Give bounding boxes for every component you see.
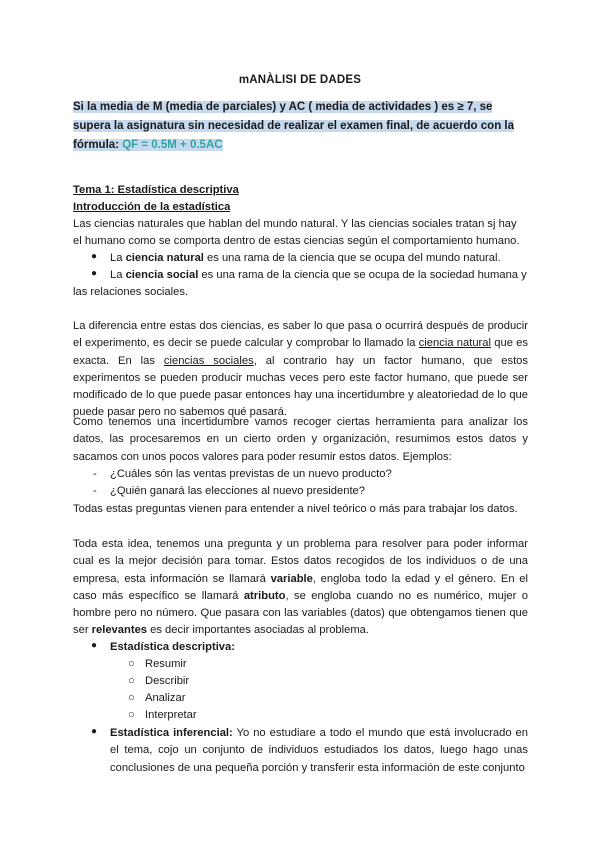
bullet-icon: ● — [91, 268, 98, 279]
section-title: Tema 1: Estadística descriptiva — [73, 184, 239, 196]
sub-list-item: Resumir — [145, 658, 187, 670]
question-item: ¿Cuáles són las ventas previstas de un nuevo producto? — [110, 468, 392, 480]
difference-paragraph: La diferencia entre estas dos ciencias, es saber lo que pasa o ocurrirá después de producir el experimento, es decir se puede calcular y comprobar lo llamado la ciencia natural que es exacta. En las ciencias sociales, al contrario hay un factor humano, que estos experimentos se pueden producir muchas veces pero este factor humano, que puede ser modificado de lo que puede pasar entonces hay una incertidumbre y aleatoriedad de lo que puede pasar pero no sabemos qué pasará. — [73, 320, 529, 419]
dash-marker: - — [93, 485, 97, 497]
como-paragraph: Como tenemos una incertidumbre vamos recoger ciertas herramienta para analizar los datos, las procesaremos en un cierto orden y organización, resumimos estos datos y sacamos con unos pocos valores para poder resumir estos datos. Ejemplos: — [73, 416, 528, 463]
circle-bullet-icon: ○ — [128, 709, 135, 721]
page-title: mANÀLISI DE DADES — [238, 74, 362, 86]
bullet-icon: ● — [91, 640, 98, 651]
list-item: Estadística inferencial: Yo no estudiare a todo el mundo que está involucrado en el tema, cojo un conjunto de individuos estudiados los datos, luego hago unas conclusiones de una pequeña porción y transferir esta información de este conjunto — [110, 727, 528, 774]
idea-paragraph: Toda esta idea, tenemos una pregunta y un problema para resolver para poder informar cual es la mejor decisión para tomar. Estos datos recogidos de los individuos o de una empresa, esta información se llamará variable, engloba todo la edad y el género. En el caso más específico se llamará atributo, se engloba cuando no es numérico, mujer o hombre pero no número. Que pasara con las variables (datos) que obtengamos tienen que ser relevantes es decir importantes asociadas al problema. — [73, 538, 528, 637]
section-subtitle: Introducción de la estadística — [73, 201, 231, 213]
dash-marker: - — [93, 468, 97, 480]
formula: QF = 0.5M + 0.5AC — [122, 139, 223, 151]
highlighted-note — [73, 98, 528, 155]
bullet-icon: ● — [91, 251, 98, 262]
sub-list-item: Describir — [145, 675, 190, 687]
circle-bullet-icon: ○ — [128, 658, 135, 670]
list-item: La ciencia social es una rama de la ciencia que se ocupa de la sociedad humana y — [110, 269, 527, 281]
sub-list-item: Analizar — [145, 692, 186, 704]
question-item: ¿Quién ganará las elecciones al nuevo presidente? — [110, 485, 365, 497]
sub-list-item: Interpretar — [145, 709, 197, 721]
list-item: La ciencia natural es una rama de la ciencia que se ocupa del mundo natural. — [110, 252, 501, 264]
highlight-text: Si la media de M (media de parciales) y AC ( media de actividades ) es ≥ 7, se supera la asignatura sin necesidad de realizar el examen final, de acuerdo con la fórmula: QF = 0.5M + 0.5AC — [73, 101, 515, 151]
bullet-icon: ● — [91, 726, 98, 737]
circle-bullet-icon: ○ — [128, 675, 135, 687]
todas-paragraph: Todas estas preguntas vienen para entender a nivel teórico o más para trabajar los datos. — [73, 503, 518, 515]
list-item: Estadística descriptiva: — [110, 641, 235, 653]
list-item-continuation: las relaciones sociales. — [73, 286, 189, 298]
intro-paragraph: Las ciencias naturales que hablan del mundo natural. Y las ciencias sociales tratan sj hay el humano como se comporta dentro de estas ciencias según el comportamiento humano. — [73, 218, 520, 248]
circle-bullet-icon: ○ — [128, 692, 135, 704]
